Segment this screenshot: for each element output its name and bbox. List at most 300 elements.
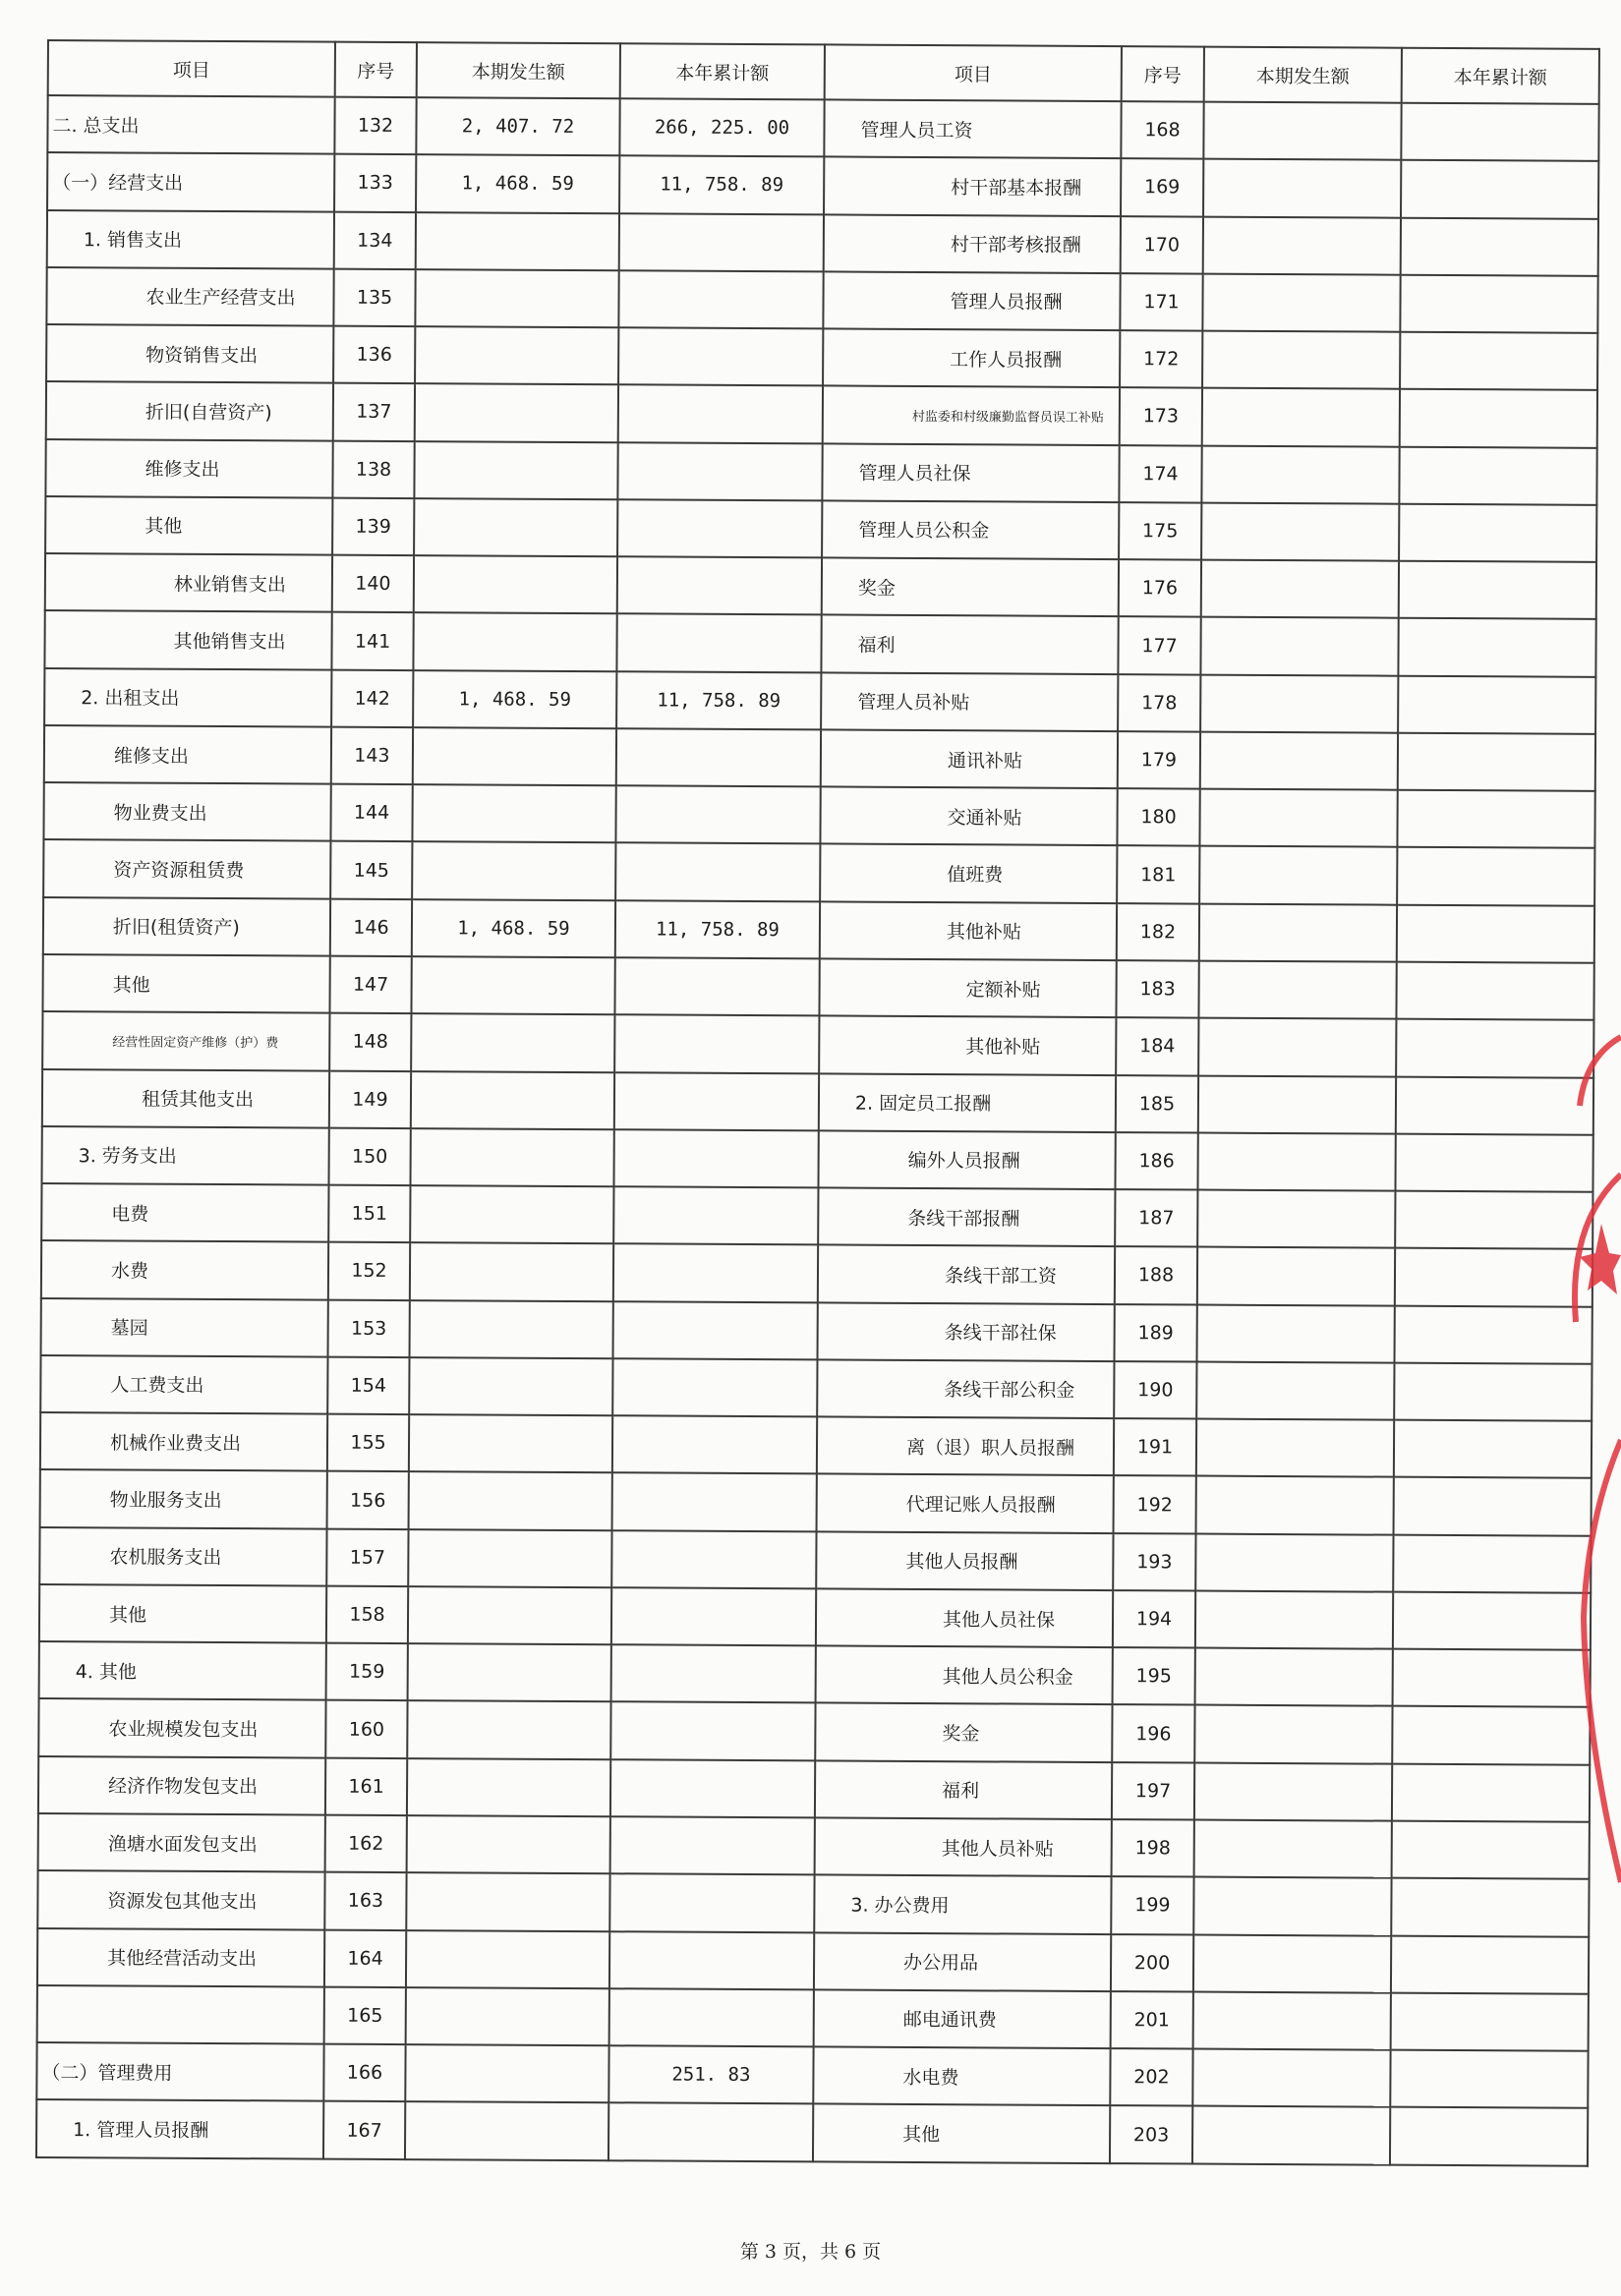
left-current-amount-cell	[413, 612, 616, 670]
right-seq-cell: 173	[1120, 387, 1202, 445]
right-seq-cell: 202	[1110, 2048, 1192, 2106]
left-current-amount-cell	[409, 1414, 612, 1472]
left-seq-cell: 154	[327, 1356, 409, 1414]
right-seq-cell: 179	[1118, 731, 1200, 789]
right-seq-cell: 184	[1116, 1017, 1198, 1075]
left-seq-cell: 150	[328, 1127, 410, 1185]
left-seq-cell: 143	[331, 727, 413, 785]
table-row	[42, 954, 1593, 1020]
left-current-amount-cell	[409, 1471, 612, 1529]
right-item-cell: 编外人员报酬	[818, 1130, 1115, 1189]
right-ytd-amount-cell	[1400, 274, 1597, 332]
right-item-cell: 管理人员社保	[822, 443, 1119, 502]
left-ytd-amount-cell	[615, 843, 820, 901]
left-item-cell: 维修支出	[45, 439, 332, 498]
right-item-cell: 离（退）职人员报酬	[817, 1417, 1114, 1476]
left-item-cell: 4. 其他	[39, 1641, 326, 1700]
right-seq-cell: 187	[1115, 1189, 1197, 1247]
right-ytd-amount-cell	[1401, 217, 1598, 275]
right-seq-cell: 178	[1118, 674, 1200, 732]
right-ytd-amount-cell	[1401, 103, 1598, 161]
right-current-amount-cell	[1202, 331, 1400, 389]
right-ytd-amount-cell	[1391, 1878, 1589, 1936]
right-current-amount-cell	[1198, 1018, 1396, 1076]
left-seq-cell: 148	[329, 1013, 411, 1071]
right-current-amount-cell	[1199, 846, 1397, 904]
table-row	[42, 1069, 1593, 1135]
right-item-cell: 管理人员报酬	[823, 271, 1120, 330]
right-ytd-amount-cell	[1394, 1477, 1592, 1535]
table-row	[41, 1298, 1592, 1364]
table-row	[41, 1183, 1592, 1249]
right-item-cell: 通讯补贴	[821, 729, 1118, 788]
table-row	[46, 324, 1597, 390]
right-ytd-amount-cell	[1394, 1420, 1592, 1478]
left-current-amount-cell	[415, 383, 618, 441]
right-seq-cell: 198	[1112, 1819, 1194, 1877]
right-item-cell: 工作人员报酬	[823, 328, 1120, 387]
left-current-amount-cell	[405, 2101, 608, 2160]
right-seq-cell: 169	[1121, 158, 1203, 216]
right-ytd-amount-cell	[1399, 561, 1596, 619]
left-seq-cell: 146	[330, 898, 412, 956]
right-item-cell: 村干部考核报酬	[824, 214, 1121, 273]
right-current-amount-cell	[1194, 1762, 1392, 1820]
left-ytd-amount-cell	[613, 1186, 818, 1244]
left-ytd-amount-cell	[615, 785, 820, 843]
right-current-amount-cell	[1198, 961, 1396, 1019]
right-seq-cell: 182	[1117, 903, 1199, 961]
right-item-cell: 交通补贴	[820, 787, 1117, 846]
right-item-cell: 村监委和村级廉勤监督员误工补贴	[823, 386, 1120, 445]
right-ytd-amount-cell	[1395, 1133, 1592, 1191]
right-seq-cell: 175	[1119, 502, 1201, 560]
left-current-amount-cell	[407, 1758, 610, 1816]
right-item-cell: 其他补贴	[820, 901, 1117, 960]
right-ytd-amount-cell	[1393, 1649, 1591, 1707]
left-ytd-amount-cell	[616, 728, 821, 786]
table-row	[37, 1927, 1589, 1993]
left-item-cell: 农业规模发包支出	[38, 1698, 325, 1757]
left-current-amount-cell	[412, 784, 615, 842]
left-item-cell: 林业销售支出	[45, 553, 332, 612]
report-table	[35, 39, 1600, 2167]
right-ytd-amount-cell	[1393, 1592, 1591, 1650]
right-item-cell: 福利	[821, 615, 1118, 674]
left-ytd-amount-cell	[617, 556, 822, 614]
right-item-cell: 3. 办公费用	[814, 1875, 1111, 1934]
left-seq-cell: 155	[327, 1414, 409, 1472]
right-item-cell: 其他人员补贴	[815, 1817, 1112, 1876]
right-ytd-amount-cell	[1395, 1305, 1592, 1363]
left-current-amount-cell	[414, 441, 617, 499]
left-current-amount-cell	[415, 269, 618, 327]
right-ytd-amount-cell	[1394, 1363, 1592, 1421]
right-current-amount-cell	[1203, 102, 1401, 160]
left-item-cell: 其他销售支出	[44, 610, 331, 669]
right-seq-cell: 181	[1117, 846, 1199, 904]
left-current-amount-cell	[410, 1300, 613, 1358]
right-current-amount-cell	[1200, 617, 1398, 675]
left-ytd-amount-cell	[609, 1931, 814, 1989]
right-seq-cell: 203	[1110, 2105, 1192, 2163]
right-current-amount-cell	[1201, 502, 1399, 560]
right-current-amount-cell	[1192, 2049, 1390, 2107]
right-current-amount-cell	[1194, 1705, 1392, 1763]
header-seq-left: 序号	[335, 42, 417, 97]
left-current-amount-cell	[406, 1930, 609, 1988]
left-ytd-amount-cell	[618, 327, 823, 385]
right-current-amount-cell	[1193, 1934, 1391, 1992]
left-current-amount-cell	[408, 1529, 611, 1587]
header-current-left: 本期发生额	[417, 42, 620, 98]
table-row	[39, 1527, 1591, 1593]
left-current-amount-cell: 2, 407. 72	[416, 97, 619, 155]
right-seq-cell: 176	[1119, 559, 1201, 617]
header-current-right: 本期发生额	[1204, 47, 1402, 103]
header-row	[48, 40, 1599, 104]
table-row	[47, 210, 1598, 276]
right-current-amount-cell	[1194, 1820, 1392, 1878]
right-current-amount-cell	[1200, 674, 1398, 732]
right-current-amount-cell	[1197, 1190, 1395, 1248]
left-ytd-amount-cell	[618, 385, 823, 443]
left-current-amount-cell	[408, 1586, 611, 1644]
table-row	[38, 1813, 1590, 1879]
left-item-cell: 电费	[41, 1183, 328, 1242]
left-seq-cell: 147	[329, 956, 411, 1014]
right-ytd-amount-cell	[1392, 1821, 1590, 1879]
left-seq-cell: 132	[334, 97, 416, 155]
left-item-cell: 渔塘水面发包支出	[38, 1813, 325, 1872]
right-seq-cell: 168	[1121, 101, 1203, 159]
right-ytd-amount-cell	[1393, 1534, 1591, 1592]
left-current-amount-cell	[416, 212, 619, 270]
right-ytd-amount-cell	[1391, 1935, 1589, 1993]
table-row	[43, 897, 1594, 963]
left-seq-cell: 139	[332, 497, 414, 555]
left-current-amount-cell	[409, 1357, 612, 1415]
right-seq-cell: 193	[1113, 1533, 1195, 1591]
right-item-cell: 条线干部公积金	[817, 1359, 1114, 1418]
left-item-cell: 其他	[39, 1584, 326, 1643]
left-ytd-amount-cell: 11, 758. 89	[615, 900, 820, 958]
right-ytd-amount-cell	[1399, 504, 1596, 562]
left-item-cell: 维修支出	[44, 725, 331, 784]
right-current-amount-cell	[1201, 445, 1399, 503]
right-ytd-amount-cell	[1392, 1763, 1590, 1821]
table-row	[38, 1756, 1590, 1822]
table-row	[37, 1870, 1589, 1936]
right-item-cell: 值班费	[820, 844, 1117, 903]
left-seq-cell: 141	[331, 612, 413, 670]
right-ytd-amount-cell	[1399, 446, 1596, 504]
right-current-amount-cell	[1196, 1476, 1394, 1534]
right-seq-cell: 171	[1120, 273, 1202, 331]
right-item-cell: 奖金	[822, 558, 1119, 617]
right-item-cell: 福利	[815, 1760, 1112, 1819]
header-seq-right: 序号	[1122, 46, 1204, 101]
left-ytd-amount-cell	[614, 957, 819, 1015]
right-item-cell: 水电费	[813, 2046, 1110, 2105]
right-ytd-amount-cell	[1398, 675, 1595, 733]
table-row	[40, 1412, 1592, 1478]
left-seq-cell: 157	[326, 1528, 408, 1586]
right-current-amount-cell	[1196, 1361, 1394, 1419]
right-ytd-amount-cell	[1395, 1248, 1592, 1306]
table-row	[39, 1641, 1591, 1707]
right-seq-cell: 177	[1118, 616, 1200, 674]
right-item-cell: 条线干部工资	[818, 1245, 1115, 1304]
left-seq-cell: 156	[327, 1471, 409, 1529]
left-ytd-amount-cell	[611, 1587, 816, 1645]
left-seq-cell: 162	[325, 1815, 407, 1873]
right-item-cell: 奖金	[815, 1703, 1112, 1762]
left-item-cell: 经营性固定资产维修（护）费	[42, 1011, 329, 1070]
left-item-cell: 1. 销售支出	[47, 210, 334, 269]
left-current-amount-cell: 1, 468. 59	[412, 899, 615, 957]
left-current-amount-cell	[411, 1071, 614, 1129]
right-item-cell: 管理人员工资	[824, 99, 1121, 158]
right-seq-cell: 170	[1121, 216, 1203, 274]
right-ytd-amount-cell	[1397, 847, 1594, 905]
left-seq-cell: 135	[333, 268, 415, 326]
left-ytd-amount-cell	[613, 1129, 818, 1187]
right-item-cell: 管理人员补贴	[821, 672, 1118, 731]
right-item-cell: 条线干部报酬	[818, 1187, 1115, 1246]
left-seq-cell: 158	[326, 1586, 408, 1644]
left-ytd-amount-cell	[611, 1644, 816, 1702]
left-ytd-amount-cell: 266, 225. 00	[619, 98, 824, 156]
right-current-amount-cell	[1193, 1877, 1391, 1935]
header-ytd-right: 本年累计额	[1402, 48, 1599, 104]
right-seq-cell: 190	[1114, 1361, 1196, 1419]
table-row	[43, 782, 1594, 848]
left-item-cell: 农机服务支出	[39, 1527, 326, 1586]
right-item-cell: 村干部基本报酬	[824, 157, 1121, 216]
right-current-amount-cell	[1192, 2106, 1390, 2165]
table-row	[40, 1355, 1592, 1421]
left-current-amount-cell	[413, 727, 616, 785]
left-seq-cell: 140	[332, 555, 414, 613]
right-current-amount-cell	[1195, 1533, 1393, 1591]
right-item-cell: 其他补贴	[819, 1016, 1116, 1075]
left-current-amount-cell	[414, 555, 617, 613]
right-seq-cell: 195	[1113, 1647, 1195, 1705]
right-current-amount-cell	[1199, 789, 1397, 847]
right-seq-cell: 192	[1114, 1475, 1196, 1533]
left-ytd-amount-cell	[618, 270, 823, 328]
right-ytd-amount-cell	[1395, 1191, 1592, 1249]
right-seq-cell: 191	[1114, 1418, 1196, 1476]
right-ytd-amount-cell	[1397, 790, 1594, 848]
right-current-amount-cell	[1203, 216, 1401, 274]
table-row	[42, 1011, 1593, 1077]
header-item-right: 项目	[825, 44, 1122, 101]
table-row	[43, 839, 1594, 905]
right-ytd-amount-cell	[1390, 2107, 1588, 2166]
table-row	[44, 668, 1595, 734]
table-row	[36, 2042, 1588, 2108]
page-footer: 第 3 页，共 6 页	[739, 2241, 882, 2263]
left-ytd-amount-cell	[610, 1816, 815, 1874]
left-ytd-amount-cell	[612, 1415, 817, 1473]
left-ytd-amount-cell	[612, 1473, 817, 1531]
right-item-cell: 代理记账人员报酬	[817, 1474, 1114, 1533]
left-ytd-amount-cell	[614, 1014, 819, 1072]
table-row	[39, 1584, 1591, 1650]
right-current-amount-cell	[1202, 273, 1400, 331]
right-seq-cell: 188	[1115, 1246, 1197, 1304]
left-seq-cell: 134	[334, 211, 416, 269]
table-row	[46, 381, 1597, 447]
left-seq-cell: 152	[328, 1242, 410, 1300]
right-current-amount-cell	[1198, 1075, 1396, 1133]
left-item-cell: 其他	[42, 954, 329, 1013]
right-current-amount-cell	[1200, 731, 1398, 789]
left-ytd-amount-cell	[617, 442, 822, 500]
table-row	[37, 1985, 1589, 2051]
left-current-amount-cell: 1, 468. 59	[413, 670, 616, 728]
left-seq-cell: 142	[331, 669, 413, 727]
left-item-cell: 资产资源租赁费	[43, 839, 330, 898]
right-current-amount-cell	[1196, 1419, 1394, 1477]
right-ytd-amount-cell	[1400, 332, 1597, 390]
left-item-cell: 经济作物发包支出	[38, 1756, 325, 1815]
left-item-cell: 1. 管理人员报酬	[36, 2099, 323, 2158]
left-seq-cell: 163	[324, 1872, 406, 1930]
left-seq-cell: 159	[326, 1643, 408, 1701]
left-item-cell: 其他经营活动支出	[37, 1927, 324, 1986]
left-ytd-amount-cell	[610, 1759, 815, 1817]
right-current-amount-cell	[1195, 1648, 1393, 1706]
right-ytd-amount-cell	[1396, 1076, 1593, 1134]
left-current-amount-cell	[406, 1987, 609, 2045]
left-item-cell: 墓园	[41, 1298, 328, 1357]
left-seq-cell: 144	[330, 784, 412, 842]
table-row	[46, 267, 1597, 333]
right-seq-cell: 172	[1120, 330, 1202, 388]
left-item-cell: 折旧(租赁资产)	[43, 897, 330, 956]
left-seq-cell: 137	[333, 383, 415, 441]
right-ytd-amount-cell	[1396, 962, 1593, 1020]
left-current-amount-cell	[412, 842, 615, 900]
left-seq-cell: 165	[324, 1986, 406, 2044]
left-ytd-amount-cell	[616, 614, 821, 672]
table-row	[38, 1698, 1590, 1764]
right-item-cell: 邮电通讯费	[814, 1989, 1111, 2048]
left-seq-cell: 167	[323, 2101, 405, 2159]
right-item-cell: 2. 固定员工报酬	[819, 1073, 1116, 1132]
left-item-cell: 物资销售支出	[46, 324, 333, 383]
right-ytd-amount-cell	[1392, 1706, 1590, 1764]
left-ytd-amount-cell	[609, 1873, 814, 1931]
left-item-cell: 水费	[41, 1240, 328, 1299]
left-current-amount-cell: 1, 468. 59	[416, 154, 619, 212]
left-item-cell: 3. 劳务支出	[41, 1126, 328, 1185]
left-ytd-amount-cell	[614, 1072, 819, 1130]
right-item-cell: 管理人员公积金	[822, 500, 1119, 559]
left-current-amount-cell	[408, 1643, 611, 1701]
left-item-cell: 资源发包其他支出	[37, 1870, 324, 1929]
left-seq-cell: 138	[332, 440, 414, 498]
left-current-amount-cell	[414, 498, 617, 556]
left-item-cell: （二）管理费用	[36, 2042, 323, 2101]
left-item-cell: 二. 总支出	[47, 95, 334, 154]
left-ytd-amount-cell	[613, 1244, 818, 1302]
left-ytd-amount-cell	[619, 213, 824, 271]
left-current-amount-cell	[415, 326, 618, 384]
left-item-cell: 折旧(自营资产)	[46, 381, 333, 440]
table-row	[40, 1469, 1592, 1535]
left-ytd-amount-cell	[611, 1530, 816, 1588]
left-item-cell: 机械作业费支出	[40, 1412, 327, 1471]
right-item-cell: 办公用品	[814, 1932, 1111, 1991]
right-ytd-amount-cell	[1401, 160, 1598, 218]
left-item-cell: 人工费支出	[40, 1355, 327, 1414]
left-seq-cell: 149	[329, 1070, 411, 1128]
left-current-amount-cell	[406, 1872, 609, 1930]
right-current-amount-cell	[1202, 388, 1400, 446]
right-item-cell: 其他人员公积金	[816, 1646, 1113, 1705]
right-ytd-amount-cell	[1397, 904, 1594, 962]
table-row	[45, 553, 1596, 619]
right-item-cell: 条线干部社保	[818, 1302, 1115, 1361]
table-row	[44, 725, 1595, 791]
table-row	[45, 496, 1596, 562]
right-seq-cell: 201	[1111, 1991, 1193, 2049]
right-current-amount-cell	[1193, 1991, 1391, 2049]
right-seq-cell: 189	[1115, 1304, 1197, 1362]
left-item-cell: 其他	[45, 496, 332, 555]
table-row	[41, 1240, 1592, 1306]
right-current-amount-cell	[1201, 560, 1399, 618]
right-seq-cell: 174	[1119, 445, 1201, 503]
left-seq-cell: 166	[323, 2044, 405, 2102]
right-seq-cell: 180	[1117, 788, 1199, 846]
left-current-amount-cell	[405, 2044, 608, 2102]
right-current-amount-cell	[1195, 1590, 1393, 1648]
left-seq-cell: 133	[334, 154, 416, 212]
right-ytd-amount-cell	[1391, 1992, 1589, 2050]
left-current-amount-cell	[410, 1185, 613, 1243]
table-row	[47, 95, 1598, 161]
right-item-cell: 其他人员报酬	[816, 1531, 1113, 1590]
right-current-amount-cell	[1197, 1247, 1395, 1305]
right-seq-cell: 186	[1115, 1132, 1197, 1190]
left-ytd-amount-cell	[617, 499, 822, 557]
left-item-cell: （一）经营支出	[47, 152, 334, 211]
left-seq-cell: 151	[328, 1185, 410, 1243]
left-current-amount-cell	[410, 1128, 613, 1186]
table-row	[36, 2099, 1588, 2166]
left-ytd-amount-cell	[609, 1988, 814, 2046]
left-ytd-amount-cell: 251. 83	[608, 2045, 813, 2103]
left-ytd-amount-cell	[610, 1702, 815, 1760]
left-seq-cell: 161	[325, 1757, 407, 1815]
right-item-cell: 其他人员社保	[816, 1588, 1113, 1647]
left-current-amount-cell	[410, 1242, 613, 1300]
table-row	[45, 439, 1596, 505]
table-row	[44, 610, 1595, 676]
right-seq-cell: 199	[1111, 1876, 1193, 1934]
right-item-cell: 其他	[813, 2104, 1110, 2163]
right-item-cell: 定额补贴	[819, 958, 1116, 1017]
right-ytd-amount-cell	[1398, 618, 1595, 676]
left-current-amount-cell	[407, 1815, 610, 1873]
header-ytd-left: 本年累计额	[620, 43, 825, 99]
left-seq-cell: 164	[324, 1929, 406, 1987]
